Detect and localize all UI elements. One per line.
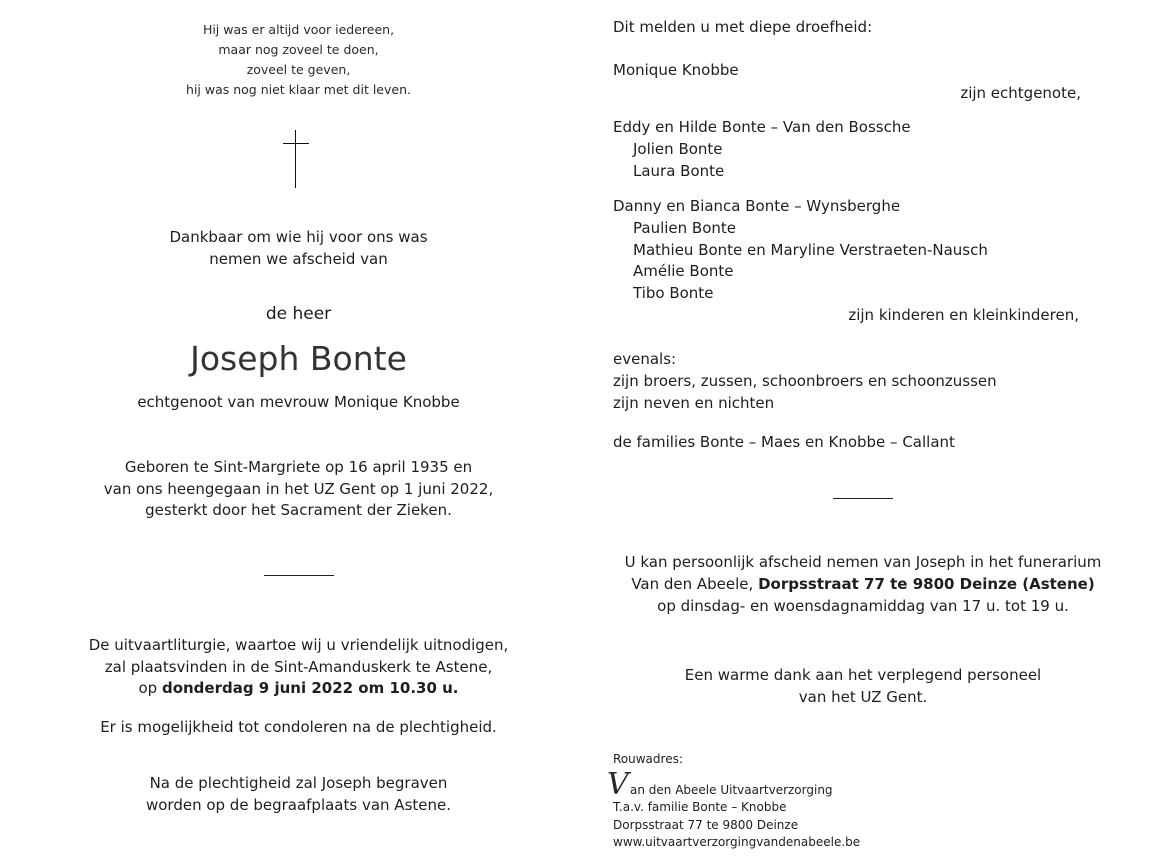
birth-death-text <box>0 457 597 522</box>
poem-line: hij was nog niet klaar met dit leven. <box>186 82 411 97</box>
family1-head: Eddy en Hilde Bonte – Van den Bossche <box>613 118 911 136</box>
visitation-line: op dinsdag- en woensdagnamiddag van 17 u. tot 19 u. <box>657 597 1069 615</box>
visitation-line: Van den Abeele, Dorpsstraat 77 te 9800 Deinze (Astene) <box>631 575 1095 593</box>
family2-child: Mathieu Bonte en Maryline Verstraeten-Nausch <box>633 241 988 259</box>
liturgy-date: donderdag 9 juni 2022 om 10.30 u. <box>161 679 459 698</box>
thanks-line: van het UZ Gent. <box>798 688 928 706</box>
family2-child: Amélie Bonte <box>633 262 734 280</box>
funeral-logo: V <box>607 767 629 802</box>
poem <box>0 20 597 100</box>
right-column <box>607 0 1162 866</box>
thanks-text <box>613 664 1113 708</box>
liturgy-line: op donderdag 9 juni 2022 om 10.30 u. <box>138 679 459 698</box>
visitation-line: U kan persoonlijk afscheid nemen van Joseph in het funerarium <box>624 553 1102 571</box>
poem-line: maar nog zoveel te doen, <box>218 42 379 57</box>
address-website[interactable]: www.uitvaartverzorgingvandenabeele.be <box>613 835 861 849</box>
burial-text <box>0 773 597 816</box>
intro-line: nemen we afscheid van <box>209 249 388 268</box>
cross-icon <box>283 130 309 188</box>
also-line: zijn broers, zussen, schoonbroers en schoonzussen <box>613 372 997 390</box>
company-name: an den Abeele Uitvaartverzorging <box>630 783 833 797</box>
birth-death-line: Geboren te Sint-Margriete op 16 april 1935 en <box>124 458 473 476</box>
also-line: evenals: <box>613 350 677 368</box>
address-family: T.a.v. familie Bonte – Knobbe <box>613 800 787 814</box>
family2-child: Paulien Bonte <box>633 219 736 237</box>
intro-line: Dankbaar om wie hij voor ons was <box>169 228 428 246</box>
also-line: zijn neven en nichten <box>613 394 775 412</box>
thanks-line: Een warme dank aan het verplegend personeel <box>684 666 1042 684</box>
wife-role: zijn echtgenote, <box>960 84 1081 102</box>
poem-line: Hij was er altijd voor iedereen, <box>202 22 395 37</box>
separator-line <box>833 498 893 499</box>
spouse-line: echtgenoot van mevrouw Monique Knobbe <box>137 393 460 411</box>
liturgy-text <box>0 635 597 700</box>
visitation-address: Dorpsstraat 77 te 9800 Deinze (Astene) <box>758 575 1095 593</box>
families-line: de families Bonte – Maes en Knobbe – Callant <box>613 433 955 451</box>
family1-child: Laura Bonte <box>633 162 725 180</box>
children-role: zijn kinderen en kleinkinderen, <box>848 306 1079 324</box>
deceased-name: Joseph Bonte <box>190 339 407 378</box>
liturgy-line: zal plaatsvinden in de Sint-Amanduskerk te Astene, <box>104 657 493 676</box>
liturgy-line: De uitvaartliturgie, waartoe wij u vriendelijk uitnodigen, <box>88 636 509 654</box>
burial-line: worden op de begraafplaats van Astene. <box>145 795 452 814</box>
visitation-text <box>613 551 1113 617</box>
poem-line: zoveel te geven, <box>246 62 351 77</box>
address-label: Rouwadres: <box>613 752 683 766</box>
family2-child: Tibo Bonte <box>633 284 714 302</box>
birth-death-line: gesterkt door het Sacrament der Zieken. <box>145 501 452 520</box>
burial-line: Na de plechtigheid zal Joseph begraven <box>149 774 448 792</box>
announcement: Dit melden u met diepe droefheid: <box>613 18 873 36</box>
intro-text <box>0 227 597 270</box>
title-de-heer: de heer <box>265 304 332 324</box>
address-street: Dorpsstraat 77 te 9800 Deinze <box>613 818 799 832</box>
wife-name: Monique Knobbe <box>613 61 739 79</box>
birth-death-line: van ons heengegaan in het UZ Gent op 1 juni 2022, <box>103 479 494 498</box>
family1-child: Jolien Bonte <box>633 140 723 158</box>
condolence-text: Er is mogelijkheid tot condoleren na de plechtigheid. <box>100 718 497 736</box>
separator-line <box>264 575 334 576</box>
family2-head: Danny en Bianca Bonte – Wynsberghe <box>613 197 901 215</box>
